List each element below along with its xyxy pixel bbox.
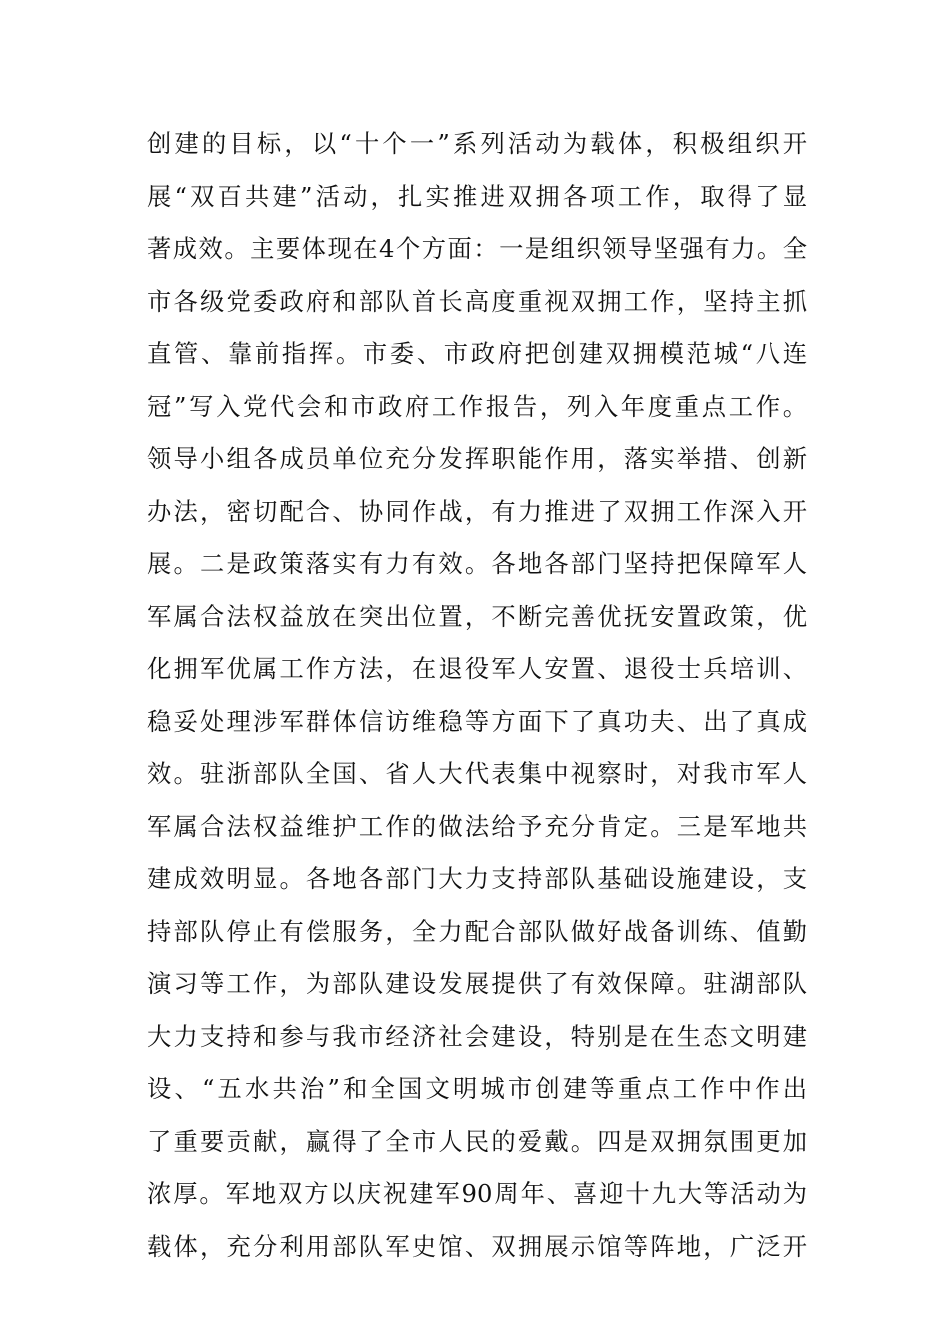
text-line: 效。驻浙部队全国、省人大代表集中视察时，对我市军人 bbox=[147, 759, 807, 788]
text-line: 化拥军优属工作方法，在退役军人安置、退役士兵培训、 bbox=[147, 654, 807, 683]
text-line: 著成效。主要体现在4个方面：一是组织领导坚强有力。全 bbox=[147, 234, 807, 263]
text-line: 演习等工作，为部队建设发展提供了有效保障。驻湖部队 bbox=[147, 969, 807, 998]
text-line: 展。二是政策落实有力有效。各地各部门坚持把保障军人 bbox=[147, 549, 807, 578]
text-line: 市各级党委政府和部队首长高度重视双拥工作，坚持主抓 bbox=[147, 286, 807, 316]
text-line: 直管、靠前指挥。市委、市政府把创建双拥模范城“八连 bbox=[147, 339, 807, 368]
text-line: 稳妥处理涉军群体信访维稳等方面下了真功夫、出了真成 bbox=[147, 706, 807, 736]
text-line: 展“双百共建”活动，扎实推进双拥各项工作，取得了显 bbox=[147, 181, 807, 211]
text-line: 载体，充分利用部队军史馆、双拥展示馆等阵地，广泛开 bbox=[147, 1231, 807, 1261]
body-paragraph bbox=[147, 126, 807, 1281]
text-line: 领导小组各成员单位充分发挥职能作用，落实举措、创新 bbox=[147, 444, 807, 473]
text-line: 浓厚。军地双方以庆祝建军90周年、喜迎十九大等活动为 bbox=[147, 1179, 807, 1208]
text-line: 冠”写入党代会和市政府工作报告，列入年度重点工作。 bbox=[147, 391, 807, 421]
text-line: 建成效明显。各地各部门大力支持部队基础设施建设，支 bbox=[147, 864, 807, 893]
text-line: 军属合法权益放在突出位置，不断完善优抚安置政策，优 bbox=[147, 601, 807, 631]
text-line: 持部队停止有偿服务，全力配合部队做好战备训练、值勤 bbox=[147, 916, 807, 946]
text-line: 设、“五水共治”和全国文明城市创建等重点工作中作出 bbox=[147, 1074, 807, 1103]
text-line: 军属合法权益维护工作的做法给予充分肯定。三是军地共 bbox=[147, 811, 807, 841]
text-line: 了重要贡献，赢得了全市人民的爱戴。四是双拥氛围更加 bbox=[147, 1126, 807, 1156]
text-line: 大力支持和参与我市经济社会建设，特别是在生态文明建 bbox=[147, 1021, 807, 1051]
text-line: 创建的目标，以“十个一”系列活动为载体，积极组织开 bbox=[147, 129, 807, 158]
text-line: 办法，密切配合、协同作战，有力推进了双拥工作深入开 bbox=[147, 496, 807, 526]
